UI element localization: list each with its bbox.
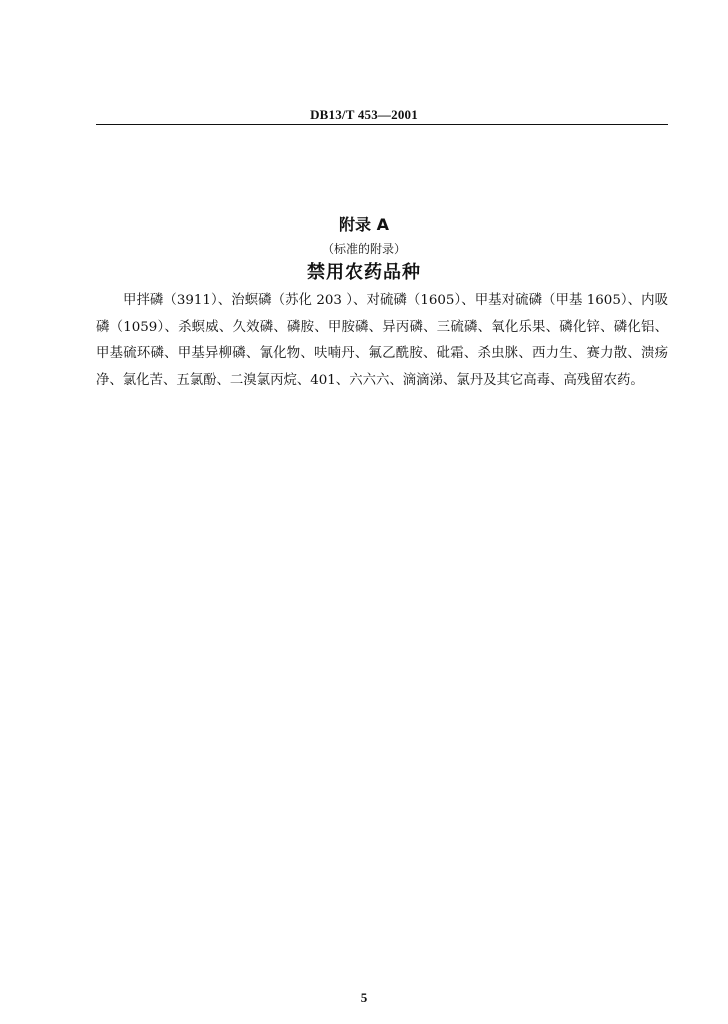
banned-pesticides-paragraph: 甲拌磷（3911）、治螟磷（苏化 203 ）、对硫磷（1605）、甲基对硫磷（甲基 1605）、内吸磷（1059）、杀螟威、久效磷、磷胺、甲胺磷、异丙磷、三硫磷、氧化乐果、磷化锌、磷化铝、甲基硫环磷、甲基异柳磷、氰化物、呋喃丹、氟乙酰胺、砒霜、杀虫脒、西力生、赛力散、溃疡净、氯化苦、五氯酚、二溴氯丙烷、401、六六六、滴滴涕、氯丹及其它高毒、高残留农药。	[96, 293, 668, 388]
appendix-subtitle: （标准的附录）	[321, 242, 406, 256]
section-title: 禁用农药品种	[307, 262, 421, 283]
appendix-title: 附录 A	[339, 215, 389, 234]
standard-code-header: DB13/T 453—2001	[310, 107, 418, 122]
page-number: 5	[360, 990, 368, 1005]
header-divider	[96, 124, 668, 125]
